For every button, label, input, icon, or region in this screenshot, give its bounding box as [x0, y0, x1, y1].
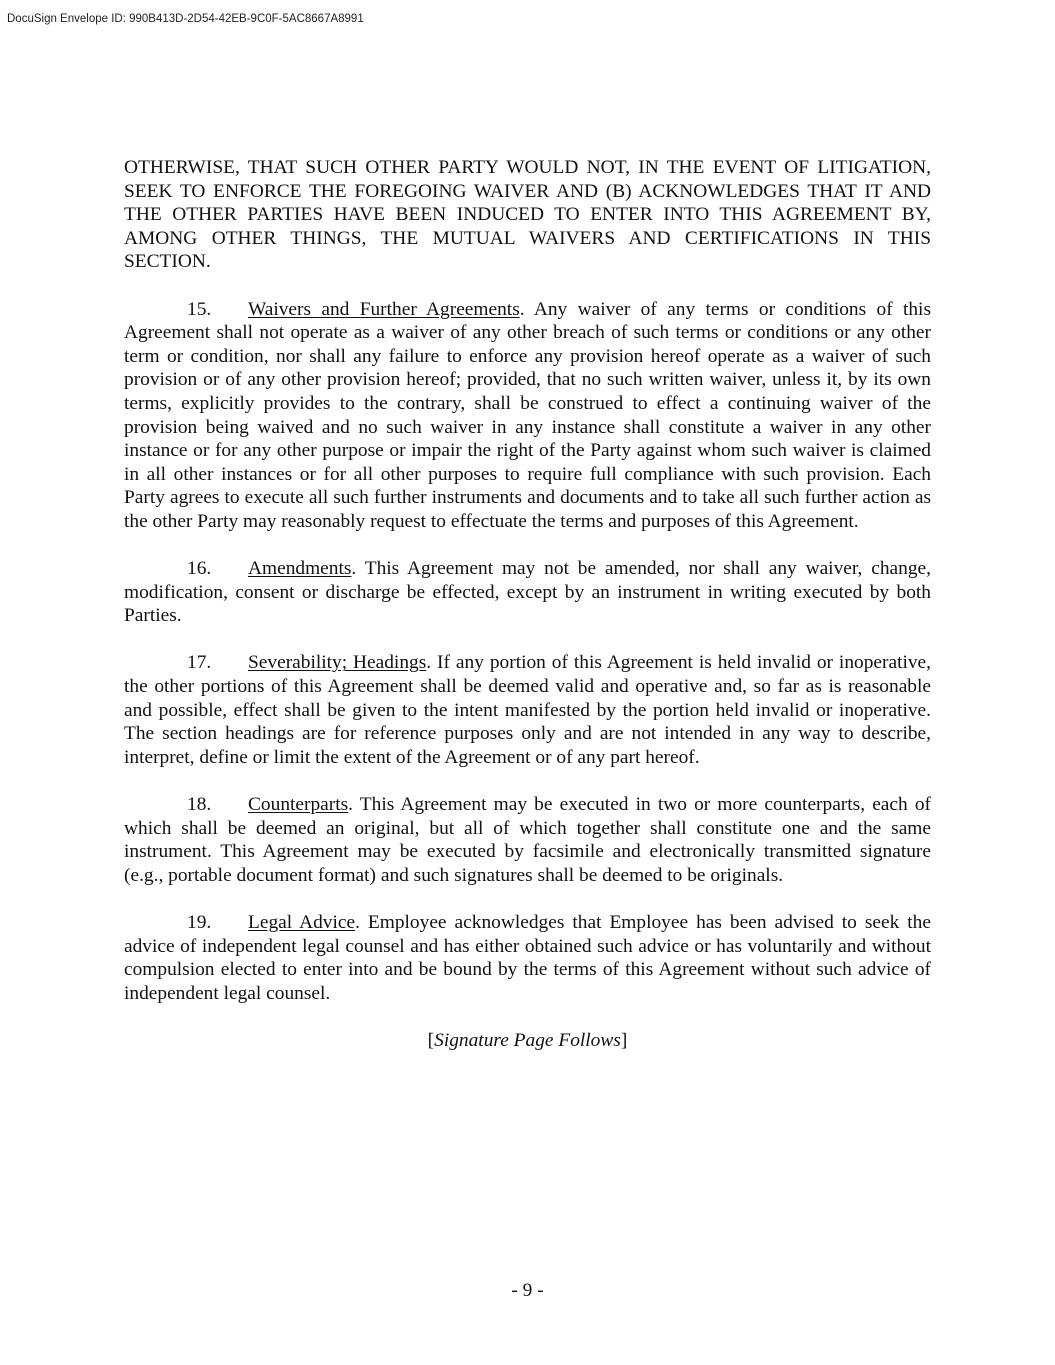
section-number: 16.: [187, 558, 212, 580]
page-number: - 9 -: [511, 1280, 544, 1301]
section-body: . Employee acknowledges that Employee has been advised to seek the advice of independent legal counsel and has either obtained such advice or has voluntarily and without compulsion elected to enter into and be bound by the terms of this Agreement without such advice of independent legal counsel.: [124, 912, 931, 1004]
document-page-body: [124, 156, 931, 1076]
section-body: . Any waiver of any terms or conditions of this Agreement shall not operate as a waiver of any other breach of such terms or conditions or any other term or condition, nor shall any failure to enforce any provision hereof operate as a waiver of such provision or of any other provision hereof; provided, that no such written waiver, unless it, by its own terms, explicitly provides to the contrary, shall be construed to effect a continuing waiver of the provision being waived and no such waiver in any instance shall constitute a waiver in any other instance or for any other purpose or impair the right of the Party against whom such waiver is claimed in all other instances or for all other purposes to require full compliance with such provision. Each Party agrees to execute all such further instruments and documents and to take all such further action as the other Party may reasonably request to effectuate the terms and purposes of this Agreement.: [124, 298, 931, 532]
signature-note-text: Signature Page Follows: [434, 1029, 621, 1051]
section-19: [124, 911, 931, 1005]
open-bracket: [: [427, 1029, 435, 1051]
section-heading: Legal Advice: [248, 912, 356, 933]
docusign-envelope-id: DocuSign Envelope ID: 990B413D-2D54-42EB-9C0F-5AC8667A8991: [7, 13, 364, 25]
close-bracket: ]: [620, 1029, 628, 1051]
continuation-paragraph: OTHERWISE, THAT SUCH OTHER PARTY WOULD NOT, IN THE EVENT OF LITIGATION, SEEK TO ENFORCE THE FOREGOING WAIVER AND (B) ACKNOWLEDGES THAT IT AND THE OTHER PARTIES HAVE BEEN INDUCED TO ENTER INTO THIS AGREEMENT BY, AMONG OTHER THINGS, THE MUTUAL WAIVERS AND CERTIFICATIONS IN THIS SECTION.: [124, 157, 931, 273]
section-body: . This Agreement may be executed in two or more counterparts, each of which shall be deemed an original, but all of which together shall constitute one and the same instrument. This Agreement may be executed by facsimile and electronically transmitted signature (e.g., portable document format) and such signatures shall be deemed to be originals.: [124, 794, 931, 886]
section-16: [124, 557, 931, 628]
section-18: [124, 793, 931, 887]
signature-page-follows-note: [124, 1029, 931, 1053]
section-heading: Waivers and Further Agreements: [248, 298, 520, 320]
section-number: 18.: [187, 794, 212, 816]
section-number: 19.: [187, 912, 212, 933]
section-15: [124, 298, 931, 534]
section-heading: Counterparts: [248, 794, 349, 816]
section-17: [124, 651, 931, 769]
section-number: 15.: [187, 298, 212, 320]
section-body: . This Agreement may not be amended, nor shall any waiver, change, modification, consent or discharge be effected, except by an instrument in writing executed by both Parties.: [124, 558, 931, 627]
section-body: . If any portion of this Agreement is held invalid or inoperative, the other portions of this Agreement shall be deemed valid and operative and, so far as is reasonable and possible, effect shall be given to the intent manifested by the portion held invalid or inoperative. The section headings are for reference purposes only and are not intended in any way to describe, interpret, define or limit the extent of the Agreement or of any part hereof.: [124, 652, 931, 768]
section-heading: Severability; Headings: [248, 652, 427, 674]
section-number: 17.: [187, 652, 212, 674]
section-heading: Amendments: [248, 558, 352, 580]
